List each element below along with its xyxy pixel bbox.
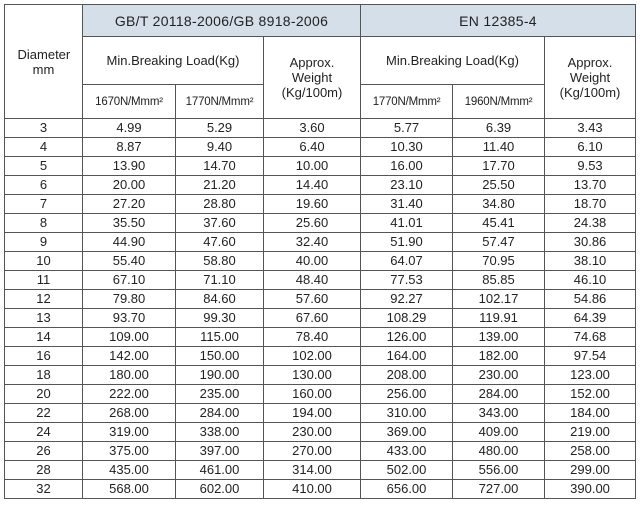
table-row: [5, 233, 636, 252]
grade-header-en-1960: 1960N/Mmm²: [453, 85, 545, 119]
gb-weight-cell: 3.60: [264, 119, 361, 138]
gb-1670-load-cell: 268.00: [83, 404, 176, 423]
en-1770-load-cell: 108.29: [361, 309, 453, 328]
en-1960-load-cell: 556.00: [453, 461, 545, 480]
gb-1770-load-cell: 461.00: [176, 461, 264, 480]
en-1770-load-cell: 502.00: [361, 461, 453, 480]
gb-weight-cell: 314.00: [264, 461, 361, 480]
diameter-header: [5, 5, 83, 119]
gb-1670-load-cell: 93.70: [83, 309, 176, 328]
gb-1770-load-cell: 58.80: [176, 252, 264, 271]
grade-header-gb-1670: 1670N/Mmm²: [83, 85, 176, 119]
table-row: [5, 119, 636, 138]
en-1960-load-cell: 6.39: [453, 119, 545, 138]
en-1960-load-cell: 25.50: [453, 176, 545, 195]
en-weight-cell: 13.70: [545, 176, 636, 195]
en-weight-cell: 299.00: [545, 461, 636, 480]
gb-1670-load-cell: 8.87: [83, 138, 176, 157]
en-weight-cell: 184.00: [545, 404, 636, 423]
gb-1670-load-cell: 180.00: [83, 366, 176, 385]
gb-1670-load-cell: 55.40: [83, 252, 176, 271]
gb-weight-cell: 32.40: [264, 233, 361, 252]
table-row: [5, 480, 636, 499]
table-row: [5, 214, 636, 233]
gb-weight-cell: 14.40: [264, 176, 361, 195]
en-1960-load-cell: 343.00: [453, 404, 545, 423]
gb-weight-cell: 40.00: [264, 252, 361, 271]
en-weight-cell: 24.38: [545, 214, 636, 233]
en-weight-cell: 123.00: [545, 366, 636, 385]
en-weight-cell: 6.10: [545, 138, 636, 157]
table-row: [5, 157, 636, 176]
diameter-cell: 4: [5, 138, 83, 157]
gb-1770-load-cell: 84.60: [176, 290, 264, 309]
gb-1670-load-cell: 35.50: [83, 214, 176, 233]
gb-1770-load-cell: 5.29: [176, 119, 264, 138]
gb-weight-cell: 10.00: [264, 157, 361, 176]
grade-header-gb-1770: 1770N/Mmm²: [176, 85, 264, 119]
gb-weight-cell: 67.60: [264, 309, 361, 328]
wire-rope-spec-table: [4, 4, 636, 499]
table-row: [5, 404, 636, 423]
gb-weight-cell: 230.00: [264, 423, 361, 442]
gb-1670-load-cell: 142.00: [83, 347, 176, 366]
en-weight-cell: 18.70: [545, 195, 636, 214]
en-1960-load-cell: 727.00: [453, 480, 545, 499]
table-row: [5, 423, 636, 442]
standard-header-gb: GB/T 20118-2006/GB 8918-2006: [83, 5, 361, 37]
diameter-cell: 28: [5, 461, 83, 480]
en-1770-load-cell: 433.00: [361, 442, 453, 461]
diameter-cell: 22: [5, 404, 83, 423]
en-1770-load-cell: 208.00: [361, 366, 453, 385]
table-row: [5, 271, 636, 290]
gb-1670-load-cell: 109.00: [83, 328, 176, 347]
table-row: [5, 328, 636, 347]
gb-weight-cell: 410.00: [264, 480, 361, 499]
diameter-cell: 7: [5, 195, 83, 214]
en-1960-load-cell: 11.40: [453, 138, 545, 157]
gb-1770-load-cell: 71.10: [176, 271, 264, 290]
gb-1670-load-cell: 67.10: [83, 271, 176, 290]
grade-header-en-1770: 1770N/Mmm²: [361, 85, 453, 119]
gb-1670-load-cell: 375.00: [83, 442, 176, 461]
en-1770-load-cell: 256.00: [361, 385, 453, 404]
en-1960-load-cell: 480.00: [453, 442, 545, 461]
en-1770-load-cell: 64.07: [361, 252, 453, 271]
diameter-cell: 3: [5, 119, 83, 138]
breaking-load-header-en: Min.Breaking Load(Kg): [361, 37, 545, 85]
table-row: [5, 290, 636, 309]
gb-1770-load-cell: 47.60: [176, 233, 264, 252]
diameter-cell: 8: [5, 214, 83, 233]
weight-header-en-label: Approx. Weight (Kg/100m): [559, 55, 621, 100]
diameter-cell: 24: [5, 423, 83, 442]
en-1960-load-cell: 85.85: [453, 271, 545, 290]
en-1770-load-cell: 23.10: [361, 176, 453, 195]
gb-1670-load-cell: 79.80: [83, 290, 176, 309]
table-row: [5, 385, 636, 404]
en-weight-cell: 54.86: [545, 290, 636, 309]
gb-1670-load-cell: 4.99: [83, 119, 176, 138]
gb-1770-load-cell: 397.00: [176, 442, 264, 461]
gb-weight-cell: 160.00: [264, 385, 361, 404]
en-1960-load-cell: 17.70: [453, 157, 545, 176]
en-1960-load-cell: 70.95: [453, 252, 545, 271]
en-1960-load-cell: 139.00: [453, 328, 545, 347]
en-1770-load-cell: 369.00: [361, 423, 453, 442]
diameter-cell: 11: [5, 271, 83, 290]
diameter-cell: 5: [5, 157, 83, 176]
en-weight-cell: 219.00: [545, 423, 636, 442]
gb-weight-cell: 194.00: [264, 404, 361, 423]
gb-1770-load-cell: 37.60: [176, 214, 264, 233]
en-weight-cell: 152.00: [545, 385, 636, 404]
table-row: [5, 347, 636, 366]
gb-weight-cell: 102.00: [264, 347, 361, 366]
en-1770-load-cell: 126.00: [361, 328, 453, 347]
standard-header-en: EN 12385-4: [361, 5, 636, 37]
gb-1670-load-cell: 20.00: [83, 176, 176, 195]
gb-1670-load-cell: 44.90: [83, 233, 176, 252]
en-1960-load-cell: 182.00: [453, 347, 545, 366]
table-row: [5, 252, 636, 271]
gb-1770-load-cell: 99.30: [176, 309, 264, 328]
gb-weight-cell: 6.40: [264, 138, 361, 157]
gb-weight-cell: 270.00: [264, 442, 361, 461]
table-row: [5, 195, 636, 214]
diameter-cell: 13: [5, 309, 83, 328]
en-weight-cell: 38.10: [545, 252, 636, 271]
diameter-cell: 16: [5, 347, 83, 366]
diameter-header-label: Diameter mm: [17, 46, 71, 77]
en-1770-load-cell: 31.40: [361, 195, 453, 214]
en-1960-load-cell: 284.00: [453, 385, 545, 404]
gb-weight-cell: 48.40: [264, 271, 361, 290]
diameter-cell: 18: [5, 366, 83, 385]
en-1960-load-cell: 102.17: [453, 290, 545, 309]
en-weight-cell: 97.54: [545, 347, 636, 366]
en-1770-load-cell: 10.30: [361, 138, 453, 157]
gb-1670-load-cell: 568.00: [83, 480, 176, 499]
diameter-cell: 14: [5, 328, 83, 347]
en-weight-cell: 30.86: [545, 233, 636, 252]
diameter-cell: 20: [5, 385, 83, 404]
gb-1770-load-cell: 235.00: [176, 385, 264, 404]
en-1960-load-cell: 57.47: [453, 233, 545, 252]
en-weight-cell: 258.00: [545, 442, 636, 461]
en-1960-load-cell: 45.41: [453, 214, 545, 233]
gb-1670-load-cell: 27.20: [83, 195, 176, 214]
en-1770-load-cell: 310.00: [361, 404, 453, 423]
gb-1770-load-cell: 338.00: [176, 423, 264, 442]
diameter-cell: 12: [5, 290, 83, 309]
table-body: [5, 119, 636, 499]
table-row: [5, 138, 636, 157]
diameter-cell: 6: [5, 176, 83, 195]
en-1770-load-cell: 92.27: [361, 290, 453, 309]
diameter-cell: 32: [5, 480, 83, 499]
en-weight-cell: 64.39: [545, 309, 636, 328]
en-weight-cell: 46.10: [545, 271, 636, 290]
en-1960-load-cell: 409.00: [453, 423, 545, 442]
gb-1770-load-cell: 602.00: [176, 480, 264, 499]
weight-header-gb: [264, 37, 361, 119]
en-weight-cell: 390.00: [545, 480, 636, 499]
en-weight-cell: 3.43: [545, 119, 636, 138]
gb-1770-load-cell: 14.70: [176, 157, 264, 176]
en-1770-load-cell: 16.00: [361, 157, 453, 176]
gb-weight-cell: 25.60: [264, 214, 361, 233]
gb-1670-load-cell: 319.00: [83, 423, 176, 442]
en-1960-load-cell: 230.00: [453, 366, 545, 385]
gb-weight-cell: 19.60: [264, 195, 361, 214]
gb-1770-load-cell: 150.00: [176, 347, 264, 366]
en-weight-cell: 74.68: [545, 328, 636, 347]
en-1770-load-cell: 51.90: [361, 233, 453, 252]
weight-header-en: [545, 37, 636, 119]
diameter-cell: 10: [5, 252, 83, 271]
table-row: [5, 461, 636, 480]
en-1770-load-cell: 164.00: [361, 347, 453, 366]
gb-1670-load-cell: 435.00: [83, 461, 176, 480]
gb-1770-load-cell: 190.00: [176, 366, 264, 385]
en-1770-load-cell: 77.53: [361, 271, 453, 290]
gb-1770-load-cell: 115.00: [176, 328, 264, 347]
en-1770-load-cell: 41.01: [361, 214, 453, 233]
en-1960-load-cell: 119.91: [453, 309, 545, 328]
gb-1770-load-cell: 28.80: [176, 195, 264, 214]
en-weight-cell: 9.53: [545, 157, 636, 176]
table-row: [5, 176, 636, 195]
gb-1670-load-cell: 222.00: [83, 385, 176, 404]
gb-1670-load-cell: 13.90: [83, 157, 176, 176]
en-1960-load-cell: 34.80: [453, 195, 545, 214]
table-row: [5, 309, 636, 328]
en-1770-load-cell: 5.77: [361, 119, 453, 138]
gb-1770-load-cell: 21.20: [176, 176, 264, 195]
breaking-load-header-gb: Min.Breaking Load(Kg): [83, 37, 264, 85]
gb-1770-load-cell: 9.40: [176, 138, 264, 157]
gb-1770-load-cell: 284.00: [176, 404, 264, 423]
table-row: [5, 442, 636, 461]
weight-header-gb-label: Approx. Weight (Kg/100m): [281, 55, 343, 100]
gb-weight-cell: 78.40: [264, 328, 361, 347]
en-1770-load-cell: 656.00: [361, 480, 453, 499]
table-row: [5, 366, 636, 385]
diameter-cell: 9: [5, 233, 83, 252]
diameter-cell: 26: [5, 442, 83, 461]
gb-weight-cell: 57.60: [264, 290, 361, 309]
gb-weight-cell: 130.00: [264, 366, 361, 385]
